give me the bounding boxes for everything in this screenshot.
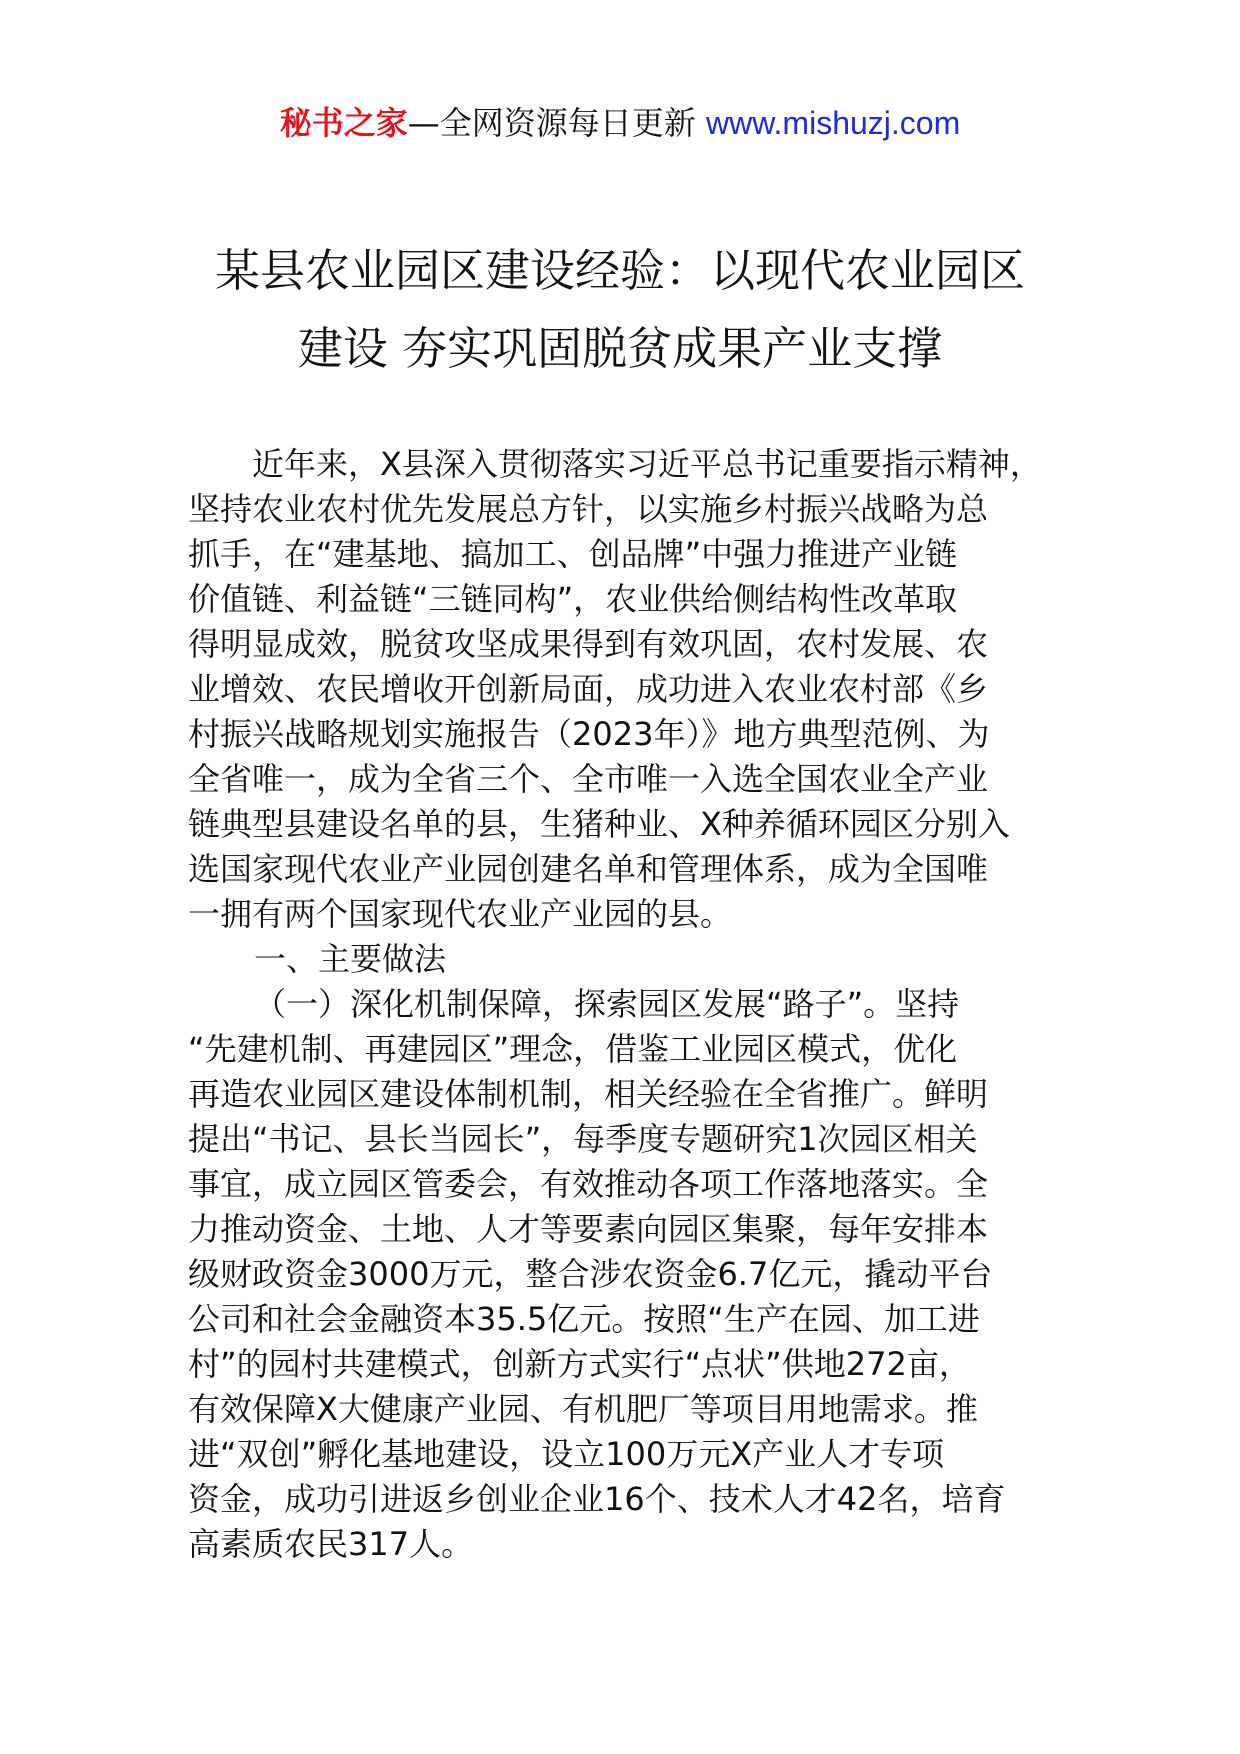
title-line-1: 某县农业园区建设经验：以现代农业园区	[214, 244, 1025, 297]
paragraph-line: 得明显成效，脱贫攻坚成果得到有效巩固，农村发展、农	[188, 625, 989, 663]
paragraph-line: 一拥有两个国家现代农业产业园的县。	[188, 895, 733, 933]
paragraph-line: 业增效、农民增收开创新局面，成功进入农业农村部《乡	[188, 670, 989, 708]
paragraph-line: 提出“书记、县长当园长”，每季度专题研究1次园区相关	[188, 1120, 978, 1158]
paragraph-line: 公司和社会金融资本35.5亿元。按照“生产在园、加工进	[188, 1300, 980, 1338]
paragraph-line: 再造农业园区建设体制机制，相关经验在全省推广。鲜明	[188, 1075, 989, 1113]
paragraph-line: 事宜，成立园区管委会，有效推动各项工作落地落实。全	[188, 1165, 989, 1203]
document-title	[0, 232, 1240, 388]
title-line-2: 建设 夯实巩固脱贫成果产业支撑	[297, 322, 943, 375]
paragraph-line: 近年来，X县深入贯彻落实习近平总书记重要指示精神，	[252, 445, 1042, 483]
document-body	[188, 442, 1068, 1567]
section-heading: 一、主要做法	[254, 940, 447, 978]
paragraph-line: 力推动资金、土地、人才等要素向园区集聚，每年安排本	[188, 1210, 989, 1248]
paragraph-line: （一）深化机制保障，探索园区发展“路子”。坚持	[254, 985, 960, 1023]
site-brand: 秘书之家	[279, 104, 408, 142]
paragraph-line: 坚持农业农村优先发展总方针，以实施乡村振兴战略为总	[188, 490, 989, 528]
site-url-link[interactable]: www.mishuzj.com	[705, 105, 961, 141]
paragraph-line: 全省唯一，成为全省三个、全市唯一入选全国农业全产业	[188, 760, 989, 798]
paragraph-line: 级财政资金3000万元，整合涉农资金6.7亿元，撬动平台	[188, 1255, 993, 1293]
paragraph-line: 选国家现代农业产业园创建名单和管理体系，成为全国唯	[188, 850, 989, 888]
paragraph-line: 有效保障X大健康产业园、有机肥厂等项目用地需求。推	[188, 1390, 978, 1428]
site-header	[0, 100, 1240, 146]
site-tagline: —全网资源每日更新	[407, 104, 706, 142]
paragraph-line: 价值链、利益链“三链同构”，农业供给侧结构性改革取	[188, 580, 958, 618]
paragraph-line: 抓手，在“建基地、搞加工、创品牌”中强力推进产业链	[188, 535, 958, 573]
paragraph-line: “先建机制、再建园区”理念，借鉴工业园区模式，优化	[188, 1030, 958, 1068]
paragraph-line: 村”的园村共建模式，创新方式实行“点状”供地272亩，	[188, 1345, 971, 1383]
paragraph-line: 链典型县建设名单的县，生猪种业、X种养循环园区分别入	[188, 805, 1010, 843]
paragraph-line: 村振兴战略规划实施报告（2023年）》地方典型范例、为	[188, 715, 990, 753]
paragraph-line: 进“双创”孵化基地建设，设立100万元X产业人才专项	[188, 1435, 945, 1473]
paragraph-line: 高素质农民317人。	[188, 1525, 474, 1563]
paragraph-line: 资金，成功引进返乡创业企业16个、技术人才42名，培育	[188, 1480, 1006, 1518]
